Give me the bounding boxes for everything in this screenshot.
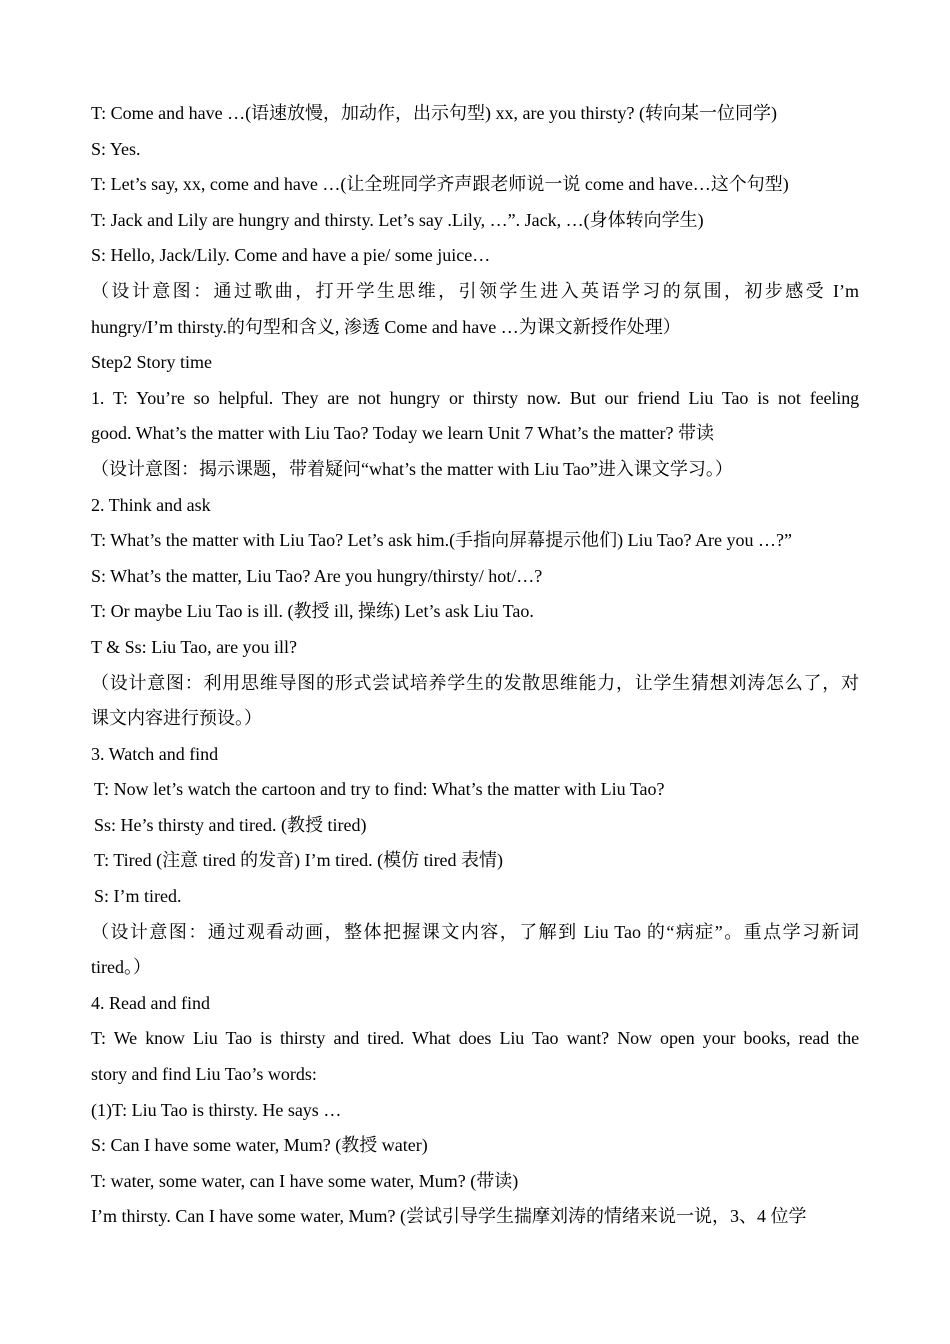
step-heading: 2. Think and ask — [91, 494, 211, 515]
design-intent-note: （设计意图：揭示课题，带着疑问“what’s the matter with Liu Tao”进入课文学习。） — [91, 458, 733, 479]
text-line: T: What’s the matter with Liu Tao? Let’s ask him.(手指向屏幕提示他们) Liu Tao? Are you …?” — [91, 530, 792, 551]
text-line: S: What’s the matter, Liu Tao? Are you hungry/thirsty/ hot/…? — [91, 565, 543, 586]
step-heading: 3. Watch and find — [91, 743, 219, 764]
text-line: T & Ss: Liu Tao, are you ill? — [91, 636, 298, 657]
lesson-plan-text — [91, 96, 859, 1235]
step-heading: 4. Read and find — [91, 992, 210, 1013]
design-intent-note: （设计意图：通过观看动画，整体把握课文内容，了解到 Liu Tao 的“病症”。重点学习新词 — [91, 921, 859, 942]
text-line: T: Tired (注意 tired 的发音) I’m tired. (模仿 tired 表情) — [94, 850, 504, 871]
text-line: T: Now let’s watch the cartoon and try to find: What’s the matter with Liu Tao? — [94, 779, 665, 800]
section-heading: Step2 Story time — [91, 352, 212, 373]
text-line: story and find Liu Tao’s words: — [91, 1064, 317, 1085]
design-intent-note: 课文内容进行预设。） — [91, 708, 262, 729]
text-line: S: Can I have some water, Mum? (教授 water) — [91, 1135, 428, 1156]
design-intent-note: （设计意图：通过歌曲，打开学生思维，引领学生进入英语学习的氛围，初步感受 I’m — [91, 280, 859, 301]
text-line: T: We know Liu Tao is thirsty and tired. What does Liu Tao want? Now open your books, read the — [91, 1028, 859, 1049]
text-line: S: Yes. — [91, 138, 141, 159]
text-line: S: I’m tired. — [94, 886, 182, 907]
text-line: T: Or maybe Liu Tao is ill. (教授 ill, 操练) Let’s ask Liu Tao. — [91, 601, 534, 622]
design-intent-note: （设计意图：利用思维导图的形式尝试培养学生的发散思维能力，让学生猜想刘涛怎么了，对 — [91, 672, 859, 693]
text-line: good. What’s the matter with Liu Tao? Today we learn Unit 7 What’s the matter? 带读 — [91, 423, 714, 444]
design-intent-note: tired。） — [91, 957, 151, 978]
text-line: S: Hello, Jack/Lily. Come and have a pie/ some juice… — [91, 245, 491, 266]
text-line: T: Jack and Lily are hungry and thirsty. Let’s say .Lily, …”. Jack, …(身体转向学生) — [91, 209, 704, 230]
text-line: (1)T: Liu Tao is thirsty. He says … — [91, 1099, 342, 1120]
text-line: T: Come and have …(语速放慢，加动作，出示句型) xx, are you thirsty? (转向某一位同学) — [91, 103, 778, 123]
text-line: T: Let’s say, xx, come and have …(让全班同学齐声跟老师说一说 come and have…这个句型) — [91, 174, 789, 195]
text-line: T: water, some water, can I have some water, Mum? (带读) — [91, 1170, 519, 1191]
design-intent-note: hungry/I’m thirsty.的句型和含义, 渗透 Come and have …为课文新授作处理） — [91, 316, 681, 337]
text-line: Ss: He’s thirsty and tired. (教授 tired) — [94, 814, 367, 835]
text-line: I’m thirsty. Can I have some water, Mum? (尝试引导学生揣摩刘涛的情绪来说一说，3、4 位学 — [91, 1206, 807, 1227]
text-line: 1. T: You’re so helpful. They are not hungry or thirsty now. But our friend Liu Tao is not feeling — [91, 387, 859, 408]
